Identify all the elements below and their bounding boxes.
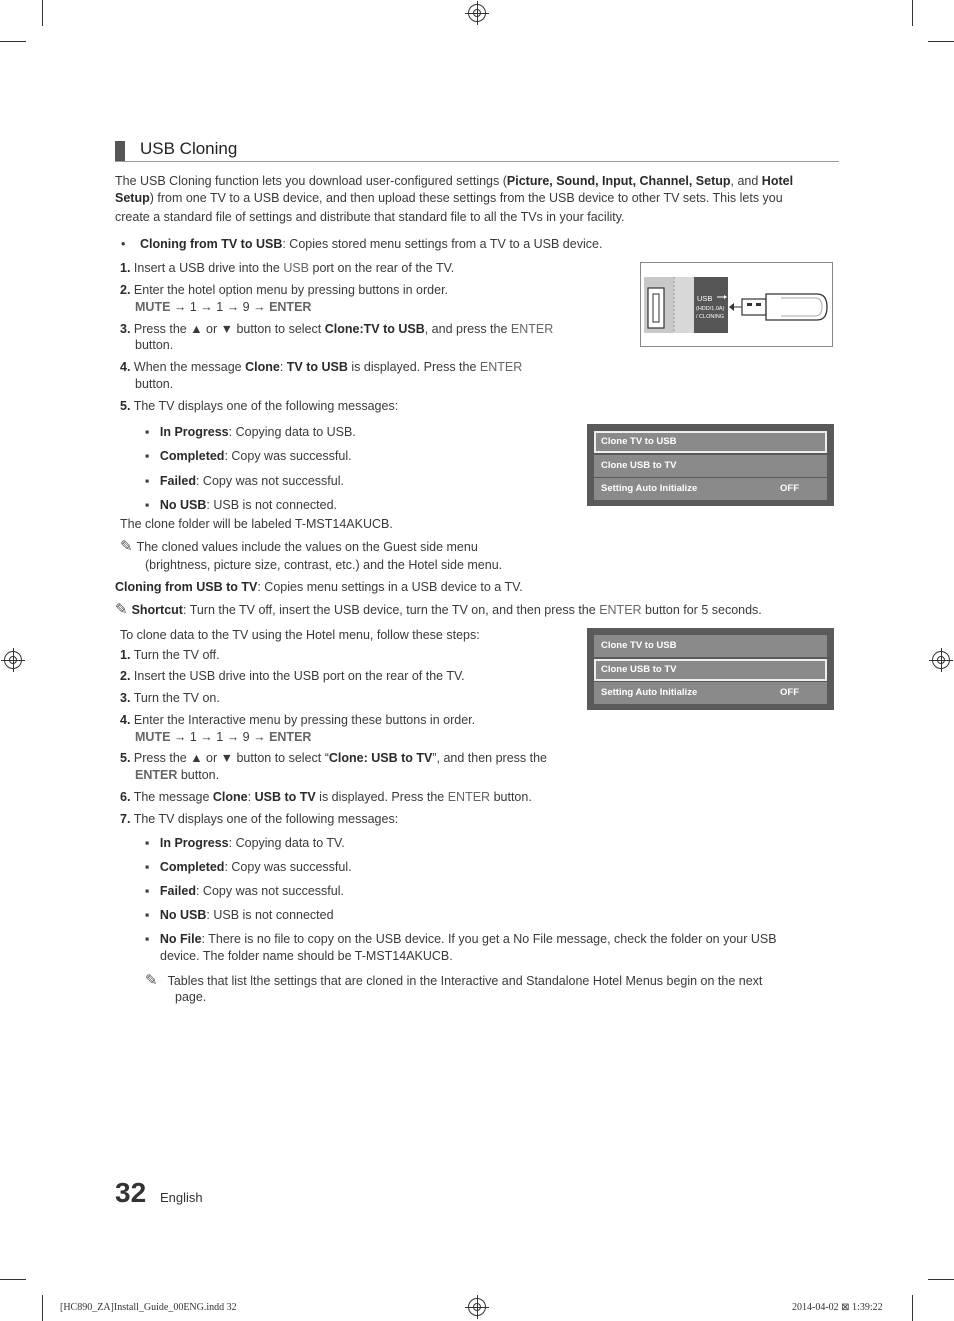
- usb-to-tv-lead: To clone data to the TV using the Hotel menu, follow these steps:: [120, 628, 480, 642]
- message-item: ▪ In Progress: Copying data to USB.: [145, 425, 356, 439]
- crop-mark: [42, 0, 43, 26]
- step-2: 2. Enter the hotel option menu by pressing buttons in order.: [120, 283, 449, 297]
- note-pencil-icon: ✎: [120, 538, 133, 555]
- step-1: 1. Insert a USB drive into the USB port on the rear of the TV.: [120, 261, 455, 275]
- shortcut-note: ✎ Shortcut: Turn the TV off, insert the USB device, turn the TV on, and then press the ENTER button for 5 seconds.: [115, 601, 762, 618]
- step-7: 7. The TV displays one of the following messages:: [120, 812, 399, 826]
- note-pencil-icon: ✎: [115, 601, 128, 618]
- crop-mark: [928, 41, 954, 42]
- message-item: ▪ No USB: USB is not connected.: [145, 498, 338, 512]
- intro-line-2: Setup) from one TV to a USB device, and then upload these settings from the USB device to other TV sets. This lets you: [115, 191, 783, 205]
- step-6: 6. The message Clone: USB to TV is displayed. Press the ENTER button.: [120, 790, 532, 804]
- menu-item-setting-auto-initialize[interactable]: Setting Auto Initialize OFF: [594, 478, 827, 500]
- step-3: 3. Press the ▲ or ▼ button to select Clone:TV to USB, and press the ENTER: [120, 322, 554, 336]
- note-pencil-icon: ✎: [145, 972, 158, 989]
- page-language: English: [160, 1190, 203, 1205]
- usb-to-tv-heading: Cloning from USB to TV: Copies menu settings in a USB device to a TV.: [115, 580, 523, 594]
- note-cont: page.: [175, 990, 207, 1004]
- footer-date: 2014-04-02 ⊠ 1:39:22: [792, 1302, 883, 1313]
- heading-bar: [115, 141, 125, 161]
- intro-line-1: The USB Cloning function lets you download user-configured settings (Picture, Sound, Input, Channel, Setup, and Hotel: [115, 174, 794, 188]
- folder-note: The clone folder will be labeled T-MST14AKUCB.: [120, 517, 393, 531]
- step-5-cont: ENTER button.: [135, 768, 220, 782]
- menu-item-clone-tv-to-usb[interactable]: Clone TV to USB: [594, 431, 827, 453]
- menu-item-setting-auto-initialize[interactable]: Setting Auto Initialize OFF: [594, 682, 827, 704]
- step-2: 2. Insert the USB drive into the USB port on the rear of the TV.: [120, 669, 465, 683]
- usb-drive-illustration: [641, 263, 832, 346]
- usb-port-diagram: [640, 262, 833, 347]
- registration-mark-icon: [468, 4, 486, 22]
- step-4: 4. Enter the Interactive menu by pressing these buttons in order.: [120, 713, 476, 727]
- registration-mark-icon: [4, 651, 22, 669]
- menu-item-clone-usb-to-tv[interactable]: Clone USB to TV: [594, 659, 827, 681]
- registration-mark-icon: [932, 651, 950, 669]
- bullet: •: [121, 237, 126, 251]
- heading-rule: [115, 161, 839, 162]
- intro-line-3: create a standard file of settings and distribute that standard file to all the TVs in your facility.: [115, 210, 625, 224]
- step-4: 4. When the message Clone: TV to USB is displayed. Press the ENTER: [120, 360, 523, 374]
- message-item: ▪ Failed: Copy was not successful.: [145, 884, 344, 898]
- page-number: 32: [115, 1177, 147, 1208]
- port-label: / CLONING: [696, 314, 725, 320]
- step-3: 3. Turn the TV on.: [120, 691, 220, 705]
- crop-mark: [0, 1279, 26, 1280]
- note-cont: (brightness, picture size, contrast, etc.) and the Hotel side menu.: [145, 558, 503, 572]
- step-2-sequence: MUTE → 1 → 1 → 9 → ENTER: [135, 300, 312, 314]
- footer-file: [HC890_ZA]Install_Guide_00ENG.indd 32: [60, 1302, 237, 1313]
- tv-to-usb-heading: Cloning from TV to USB: Copies stored menu settings from a TV to a USB device.: [140, 237, 603, 251]
- crop-mark: [912, 0, 913, 26]
- crop-mark: [42, 1295, 43, 1321]
- crop-mark: [0, 41, 26, 42]
- page-title: USB Cloning: [140, 139, 238, 158]
- port-label: USB: [697, 294, 713, 303]
- message-item: ▪ No USB: USB is not connected: [145, 908, 334, 922]
- message-item-cont: device. The folder name should be T-MST14AKUCB.: [160, 949, 453, 963]
- note: ✎ Tables that list lthe settings that are cloned in the Interactive and Standalone Hotel Menus begin on the next: [145, 972, 763, 989]
- note: ✎ The cloned values include the values on the Guest side menu: [120, 538, 478, 555]
- step-4-sequence: MUTE → 1 → 1 → 9 → ENTER: [135, 730, 312, 744]
- step-3-cont: button.: [135, 338, 174, 352]
- message-item: ▪ No File: There is no file to copy on the USB device. If you get a No File message, check the folder on your USB: [145, 932, 777, 946]
- message-item: ▪ In Progress: Copying data to TV.: [145, 836, 345, 850]
- menu-item-clone-tv-to-usb[interactable]: Clone TV to USB: [594, 635, 827, 657]
- step-4-cont: button.: [135, 377, 174, 391]
- step-5: 5. The TV displays one of the following messages:: [120, 399, 399, 413]
- step-1: 1. Turn the TV off.: [120, 648, 220, 662]
- registration-mark-icon: [468, 1298, 486, 1316]
- message-item: ▪ Completed: Copy was successful.: [145, 449, 352, 463]
- step-5: 5. Press the ▲ or ▼ button to select “Clone: USB to TV”, and then press the: [120, 751, 548, 765]
- menu-item-clone-usb-to-tv[interactable]: Clone USB to TV: [594, 455, 827, 477]
- message-item: ▪ Completed: Copy was successful.: [145, 860, 352, 874]
- port-label: (HDD/1.0A): [696, 306, 725, 312]
- crop-mark: [928, 1279, 954, 1280]
- message-item: ▪ Failed: Copy was not successful.: [145, 474, 344, 488]
- crop-mark: [912, 1295, 913, 1321]
- clone-menu-tv-to-usb: [587, 424, 834, 506]
- clone-menu-usb-to-tv: [587, 628, 834, 710]
